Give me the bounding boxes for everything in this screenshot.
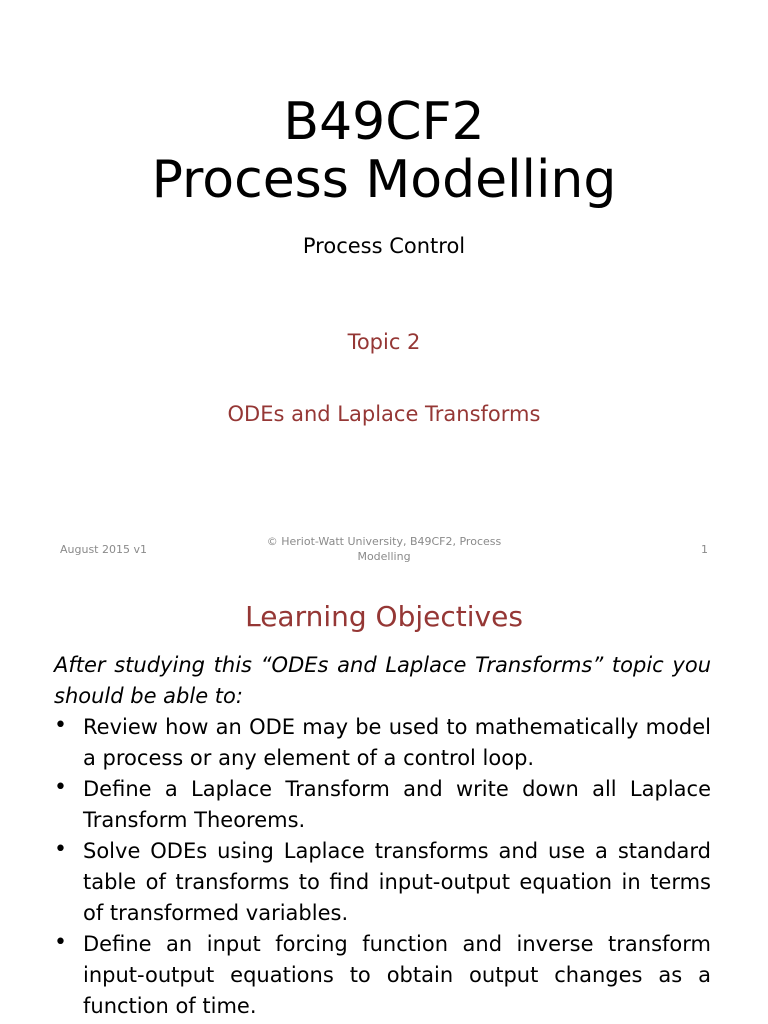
bullet-icon: • [54,837,67,862]
learning-objectives-title: Learning Objectives [245,600,523,633]
bullet-icon: • [54,930,67,955]
course-name-title: Process Modelling [151,150,617,210]
list-item [54,712,711,774]
objectives-intro: After studying this “ODEs and Laplace Transforms” topic you should be able to: [54,653,711,708]
slide-subtitle: Process Control [302,234,466,258]
objective-text: Define a Laplace Transform and write down all Laplace Transform Theorems. [83,777,711,832]
topic-number: Topic 2 [347,330,421,354]
objective-text: Solve ODEs using Laplace transforms and use a standard table of transforms to find input-output equation in terms of transformed variables. [83,839,711,925]
footer-copyright-line-2: Modelling [357,550,411,563]
objectives-list [54,712,711,1022]
list-item [54,929,711,1022]
course-code-title: B49CF2 [283,92,485,152]
list-item [54,774,711,836]
footer-copyright [254,534,514,564]
list-item [54,836,711,929]
objective-text: Define an input forcing function and inverse transform input-output equations to obtain output changes as a function of time. [83,932,711,1018]
bullet-icon: • [54,775,67,800]
footer-page-number: 1 [701,543,708,556]
footer-copyright-line-1: © Heriot-Watt University, B49CF2, Process [266,535,502,548]
learning-objectives-slide [0,576,768,1024]
topic-name: ODEs and Laplace Transforms [227,402,541,426]
bullet-icon: • [54,713,67,738]
footer-date: August 2015 v1 [60,543,147,556]
objective-text: Review how an ODE may be used to mathematically model a process or any element of a control loop. [83,715,711,770]
